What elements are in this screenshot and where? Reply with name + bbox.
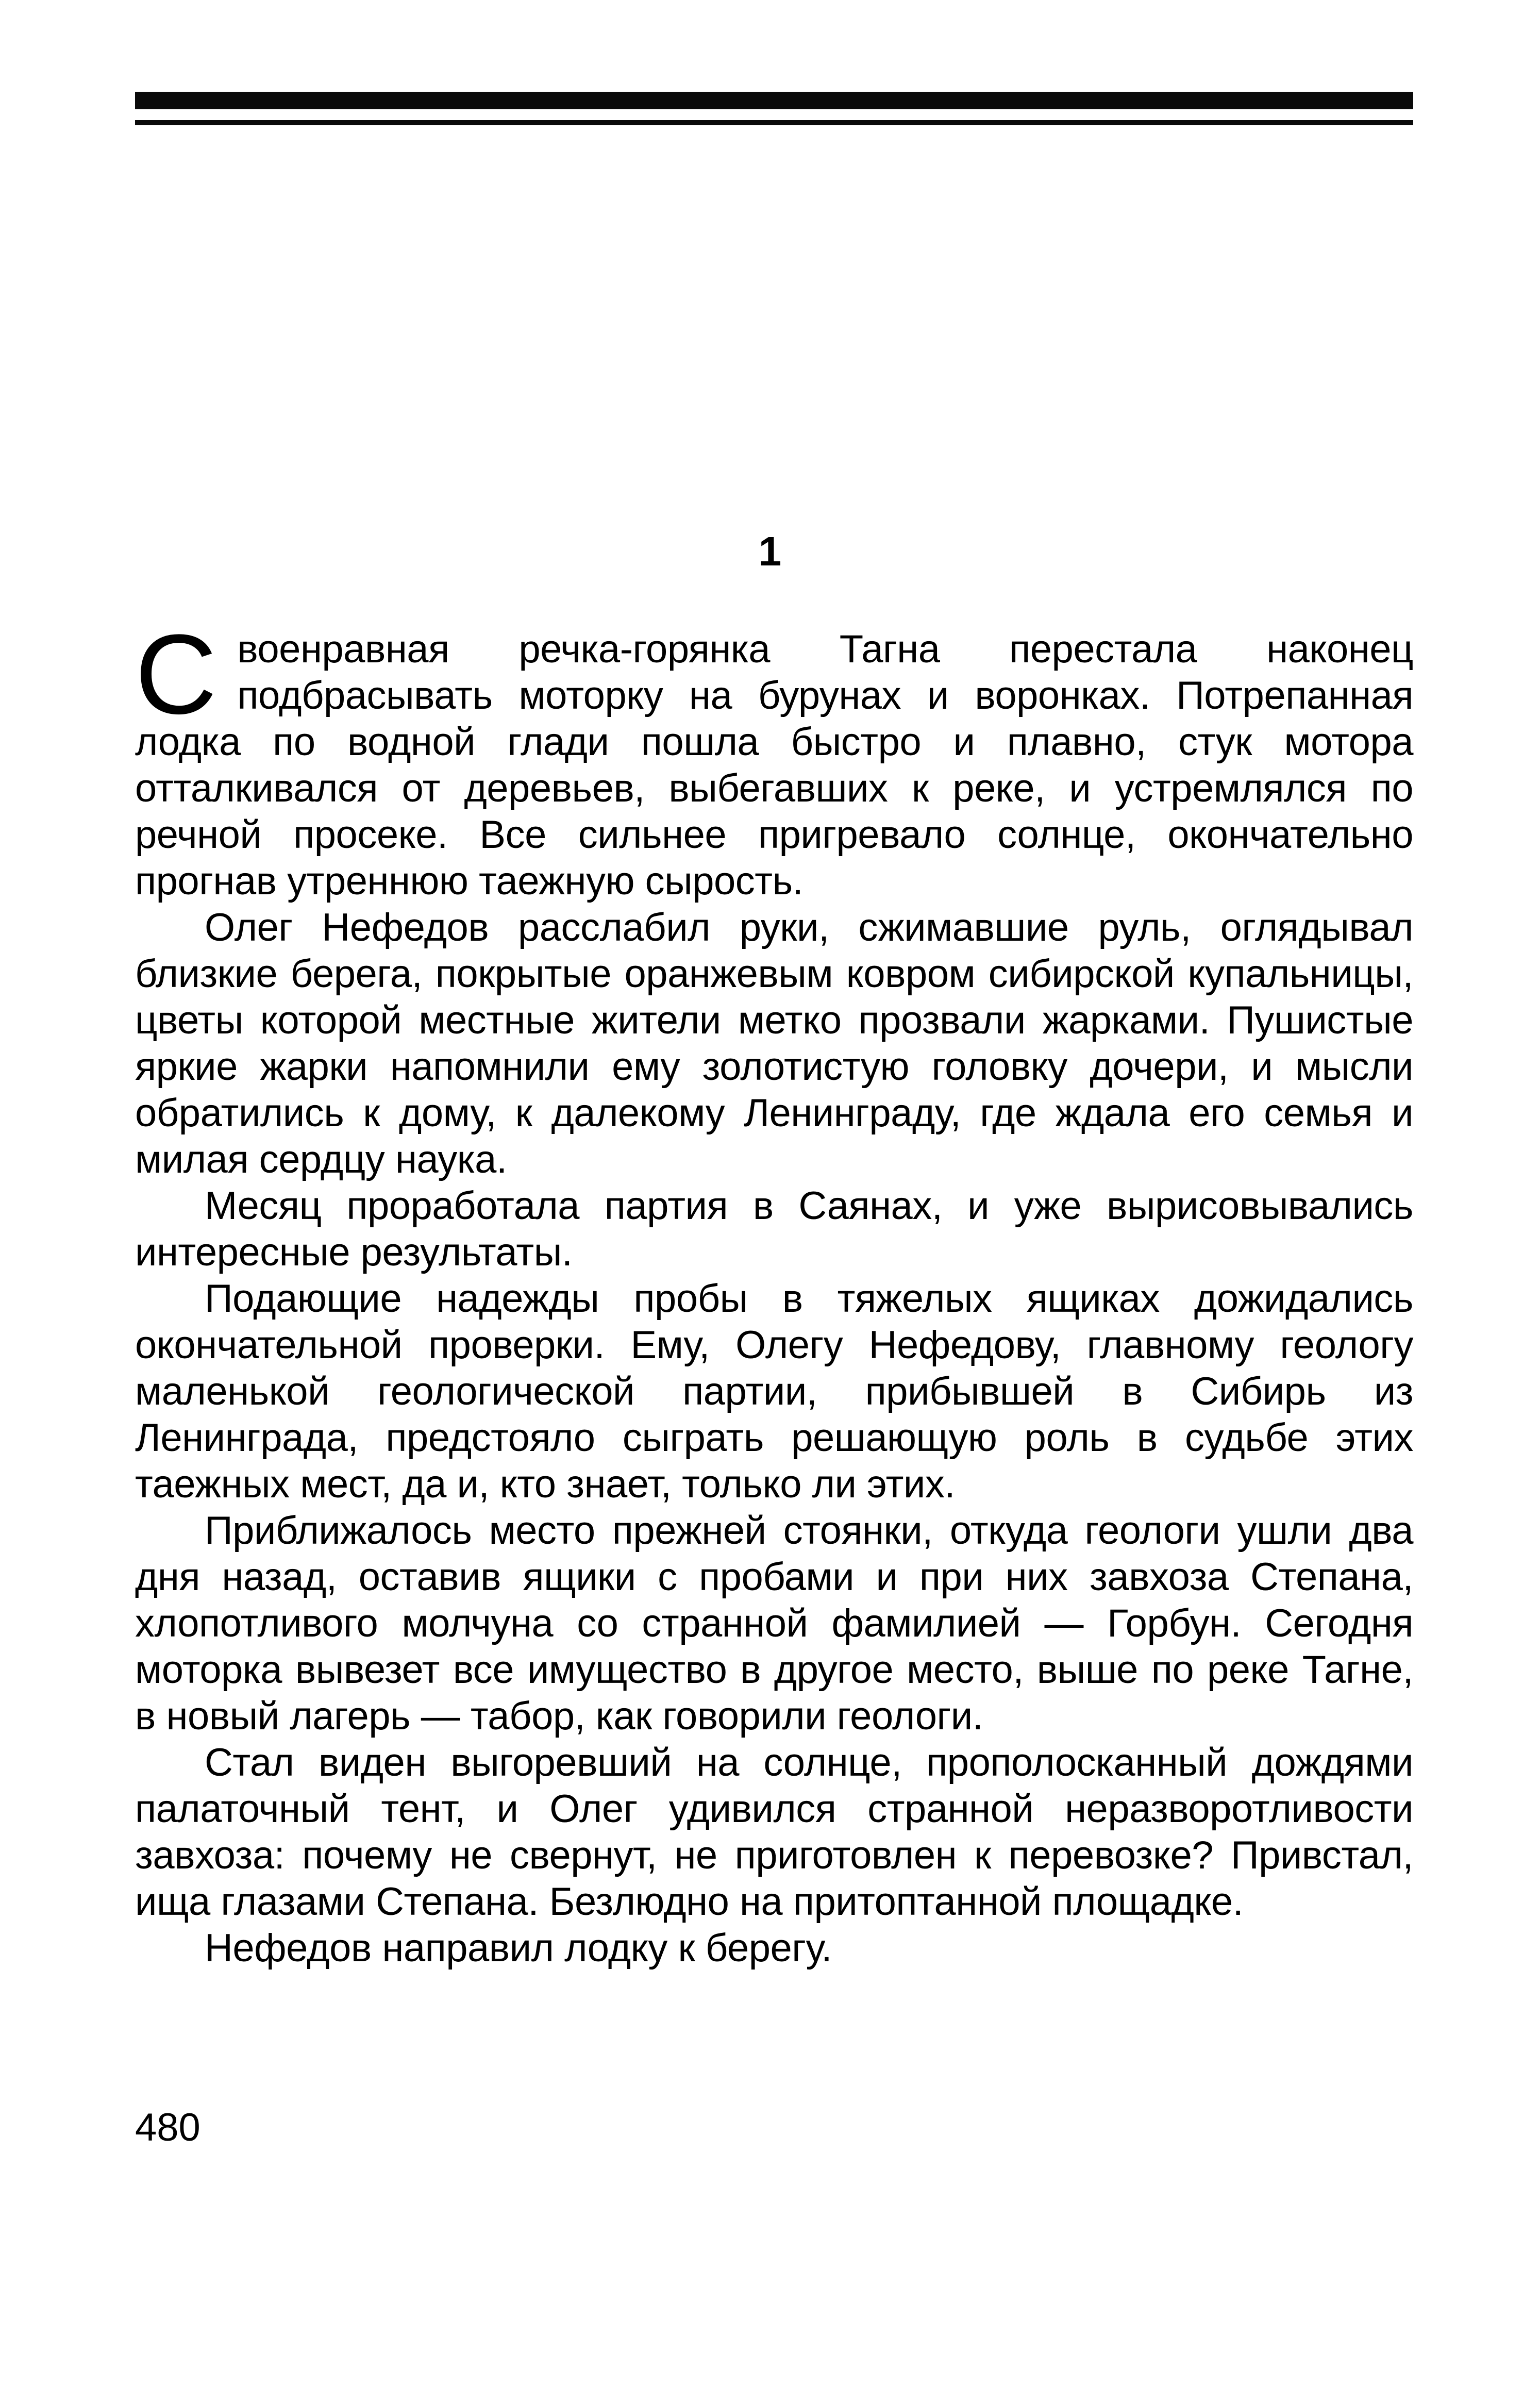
header-rule-thick <box>135 92 1413 109</box>
paragraph: Стал виден выгоревший на солнце, прополосканный дождями палаточный тент, и Олег удивился странной неразворотливости завхоза: почему не свернут, не приготовлен к перевозке? Привстал, ища глазами Степана. Безлюдно на притоптанной площадке. <box>135 1741 1413 1924</box>
paragraph: Подающие надежды пробы в тяжелых ящиках дожидались окончательной проверки. Ему, Олегу Нефедову, главному геологу маленькой геологической партии, прибывшей в Сибирь из Ленинграда, предстояло сыграть решающую роль в судьбе этих таежных мест, да и, кто знает, только ли этих. <box>135 1277 1413 1506</box>
header-rule-thin <box>135 120 1413 125</box>
paragraph: Нефедов направил лодку к берегу. <box>205 1926 832 1970</box>
paragraph: Приближалось место прежней стоянки, откуда геологи ушли два дня назад, оставив ящики с пробами и при них завхоза Степана, хлопотливого молчуна со странной фамилией — Горбун. Сегодня моторка вывезет все имущество в другое место, выше по реке Тагне, в новый лагерь — табор, как говорили геологи. <box>135 1509 1413 1738</box>
body-text <box>135 611 1413 1972</box>
chapter-number: 1 <box>758 528 782 574</box>
paragraph: Месяц проработала партия в Саянах, и уже вырисовывались интересные результаты. <box>135 1184 1413 1274</box>
paragraph-text: военравная речка-горянка Тагна перестала наконец подбрасывать моторку на бурунах и воронках. Потрепанная лодка по водной глади пошла быстро и плавно, стук мотора отталкивался от деревьев, выбегавших к реке, и устремлялся по речной просеке. Все сильнее пригревало солнце, окончательно прогнав утреннюю таежную сырость. <box>135 627 1413 903</box>
paragraph: Олег Нефедов расслабил руки, сжимавшие руль, оглядывал близкие берега, покрытые оранжевым ковром сибирской купальницы, цветы которой местные жители метко прозвали жарками. Пушистые яркие жарки напомнили ему золотистую головку дочери, и мысли обратились к дому, к далекому Ленинграду, где ждала его семья и милая сердцу наука. <box>135 906 1413 1181</box>
paragraph <box>135 611 1413 905</box>
drop-cap: С <box>135 611 217 738</box>
page-number: 480 <box>135 2106 200 2149</box>
